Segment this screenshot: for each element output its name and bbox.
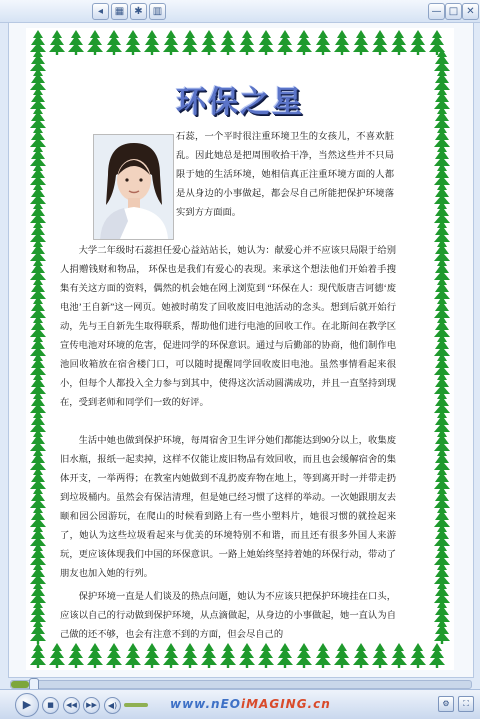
tree-icon	[410, 30, 426, 55]
tree-icon	[163, 30, 179, 55]
tree-icon	[144, 643, 160, 668]
document-page	[26, 28, 454, 670]
tree-icon	[49, 643, 65, 668]
tree-icon	[68, 643, 84, 668]
tree-icon	[353, 30, 369, 55]
document-title: 环保之星	[176, 85, 304, 120]
tree-icon	[220, 30, 236, 55]
tree-icon	[372, 30, 388, 55]
tree-icon	[125, 643, 141, 668]
tree-icon	[87, 643, 103, 668]
paragraph-intro: 石蕊，一个平时很注重环境卫生的女孩儿，不喜欢脏乱。因此她总是把周围收拾干净，当然这些并不只局限于她的生活环境，她相信真正注重环境方面的人都是从身边的小事做起，都会尽自己所能把保护环境落实到方方面面。	[176, 132, 394, 218]
tree-icon	[220, 643, 236, 668]
tree-icon	[106, 30, 122, 55]
tree-icon	[391, 30, 407, 55]
tree-icon	[277, 643, 293, 668]
window-titlebar	[0, 0, 480, 23]
asterisk-icon[interactable]: ✱	[130, 3, 147, 20]
back-icon[interactable]: ◂	[92, 3, 109, 20]
eq-icon[interactable]: ⚙	[438, 696, 454, 712]
tree-icon	[372, 643, 388, 668]
chart-icon[interactable]: ▥	[149, 3, 166, 20]
tree-icon	[315, 643, 331, 668]
tree-icon	[182, 643, 198, 668]
tree-icon	[258, 643, 274, 668]
tree-icon	[49, 30, 65, 55]
mute-button[interactable]: ◀)	[104, 697, 121, 714]
tree-icon	[429, 643, 445, 668]
paragraph-battery-recycling: 大学二年级时石蕊担任爱心益站站长，她认为：献爱心并不应该只局限于给别人捐赠钱财和物品， 环保也是我们有爱心的表现。来承这个想法他们开始着手搜集有关这方面的资料，偶然的机会她在网上浏览到 “环保在人：现代版唐吉诃德‘废电池’王自新”这一网页。她被时萌发了回收废旧电池活动的念头。想到后就开始行动，先与王自新先生取得联系，帮助他们进行电池的回收工作。在北斯间在教学区宣传电池对环境的危害，促进同学的环保意识。通过与后勤部的协商，他们制作电池回收箱放在宿舍楼门口，可以随时提醒同学回收废旧电池。虽然事情看起来很小，但每个人都投入全力参与到其中，使得这次活动圆满成功，并且一直坚持到现在，受到老师和同学们一致的好评。	[60, 246, 396, 408]
player-controls	[0, 689, 480, 719]
fullscreen-icon[interactable]: ⛶	[458, 696, 474, 712]
seek-bar[interactable]	[10, 680, 472, 689]
volume-slider[interactable]	[124, 703, 148, 707]
tree-icon	[258, 30, 274, 55]
grid-icon[interactable]: ▦	[111, 3, 128, 20]
paragraph-daily-life: 生活中她也做到保护环境，每周宿舍卫生评分她们都能达到90分以上，收集废旧水瓶，报纸一起卖掉，这样不仅能让废旧物品有效回收，而且也会缓解宿舍的集体开支，一举两得；在教室内她做到不乱扔废弃物在地上，等到离开时一并带走扔到垃圾桶内。虽然会有保洁清理，但是她已经习惯了这样的举动。一次她跟朋友去颐和园公园游玩，在爬山的时候看到路上有一些小塑料片，她很习惯的就捡起来了，她认为这些垃圾看起来与优美的环境特别不和谐，而且还有很多外国人来游玩，更应该体现我们中国的环保意识。一路上她始终坚持着她的环保行动，带动了朋友也加入她的行列。	[60, 436, 396, 579]
tree-icon	[391, 643, 407, 668]
tree-icon	[106, 643, 122, 668]
tree-icon	[296, 30, 312, 55]
stop-button[interactable]: ■	[42, 697, 59, 714]
tree-icon	[334, 30, 350, 55]
tree-icon	[296, 643, 312, 668]
tree-icon	[434, 619, 450, 644]
tree-icon	[144, 30, 160, 55]
maximize-button[interactable]: □	[445, 3, 462, 20]
tree-icon	[315, 30, 331, 55]
tree-icon	[87, 30, 103, 55]
minimize-button[interactable]: —	[428, 3, 445, 20]
play-button[interactable]: ▶	[15, 693, 39, 717]
tree-icon	[239, 643, 255, 668]
portrait-photo	[93, 134, 174, 240]
seek-progress	[11, 681, 29, 688]
tree-icon	[410, 643, 426, 668]
tree-icon	[239, 30, 255, 55]
paragraph-conclusion: 保护环境一直是人们谈及的热点问题，她认为不应该只把保护环境挂在口头，应该以自己的行动做到保护环境，从点滴做起，从身边的小事做起，她一直认为自己做的还不够，也会有注意不到的方面，但会尽自己的	[60, 592, 396, 640]
tree-icon	[277, 30, 293, 55]
tree-icon	[334, 643, 350, 668]
previous-button[interactable]: ◀◀	[63, 697, 80, 714]
watermark	[170, 696, 331, 712]
next-button[interactable]: ▶▶	[83, 697, 100, 714]
tree-icon	[125, 30, 141, 55]
tree-icon	[353, 643, 369, 668]
tree-icon	[163, 643, 179, 668]
tree-icon	[182, 30, 198, 55]
close-button[interactable]: ✕	[462, 3, 479, 20]
watermark-part-1: www.nEO	[170, 697, 241, 711]
tree-icon	[201, 30, 217, 55]
watermark-part-2: iMAGING.cn	[241, 697, 331, 711]
tree-icon	[68, 30, 84, 55]
tree-icon	[30, 643, 46, 668]
tree-icon	[201, 643, 217, 668]
tree-icon	[30, 619, 46, 644]
